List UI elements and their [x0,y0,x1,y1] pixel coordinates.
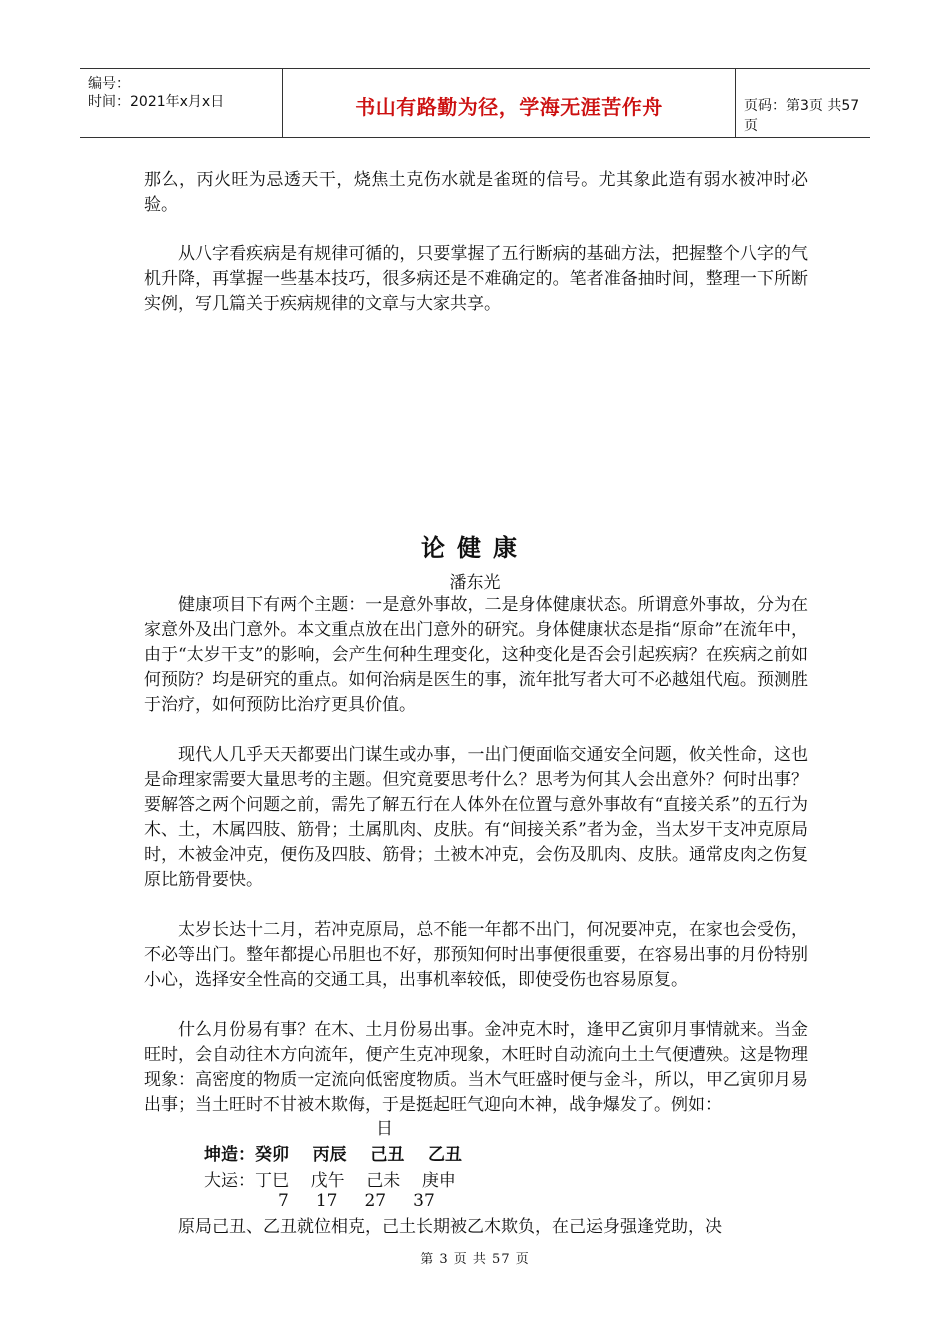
paragraph-top-1: 那么，丙火旺为忌透天干，烧焦土克伤水就是雀斑的信号。尤其象此造有弱水被冲时必验。 [144,170,808,215]
header-motto-cell [282,69,736,137]
article-paragraph-1: 健康项目下有两个主题：一是意外事故，二是身体健康状态。所谓意外事故，分为在家意外及出门意外。本文重点放在出门意外的研究。身体健康状态是指“原命”在流年中，由于“太岁干支”的影响，会产生何种生理变化，这种变化是否会引起疾病？在疾病之前如何预防？均是研究的重点。如何治病是医生的事，流年批写者大可不必越俎代庖。预测胜于治疗，如何预防比治疗更具价值。 [144,595,808,715]
chart-natal-row: 坤造：癸卯 丙辰 己丑 乙丑 [204,1145,463,1165]
page-footer: 第 3 页 共 57 页 [420,1252,530,1267]
time-label: 时间：2021年x月x日 [88,94,225,110]
article-last-line: 原局己丑、乙丑就位相克，己土长期被乙木欺负，在己运身强逢党助，决 [178,1217,722,1237]
article-paragraph-4: 什么月份易有事？在木、土月份易出事。金冲克木时，逢甲乙寅卯月事情就来。当金旺时，会自动往木方向流年，便产生克冲现象，木旺时自动流向土土气便遭殃。这是物理现象：高密度的物质一定流向低密度物质。当木气旺盛时便与金斗，所以，甲乙寅卯月易出事；当土旺时不甘被木欺侮，于是挺起旺气迎向木神，战争爆发了。例如： [144,1020,808,1115]
article-author: 潘东光 [449,573,501,593]
serial-label: 编号： [88,76,130,92]
paragraph-top-2: 从八字看疾病是有规律可循的，只要掌握了五行断病的基础方法，把握整个八字的气机升降，再掌握一些基本技巧，很多病还是不难确定的。笔者准备抽时间，整理一下所断实例，写几篇关于疾病规律的文章与大家共享。 [144,244,808,314]
article-paragraph-2: 现代人几乎天天都要出门谋生或办事，一出门便面临交通安全问题，攸关性命，这也是命理家需要大量思考的主题。但究竟要思考什么？思考为何其人会出意外？何时出事？要解答之两个问题之前，需先了解五行在人体外在位置与意外事故有“直接关系”的五行为木、土，木属四肢、筋骨；土属肌肉、皮肤。有“间接关系”者为金，当太岁干支冲克原局时，木被金冲克，便伤及四肢、筋骨；土被木冲克，会伤及肌肉、皮肤。通常皮肉之伤复原比筋骨要快。 [144,745,808,890]
header-motto: 书山有路勤为径，学海无涯苦作舟 [355,95,663,119]
chart-age-row: 7 17 27 37 [278,1191,435,1211]
article-title: 论健康 [421,534,529,562]
header-meta-cell [80,69,280,137]
header-page-cell [736,69,870,137]
chart-day-mark: 日 [376,1119,393,1139]
document-header [80,68,870,138]
page-label: 页码：第3页 共57页 [744,98,860,134]
chart-luck-row: 大运：丁巳 戊午 己未 庚申 [204,1171,456,1191]
article-paragraph-3: 太岁长达十二月，若冲克原局，总不能一年都不出门，何况要冲克，在家也会受伤，不必等出门。整年都提心吊胆也不好，那预知何时出事便很重要，在容易出事的月份特别小心，选择安全性高的交通工具，出事机率较低，即使受伤也容易原复。 [144,920,808,990]
